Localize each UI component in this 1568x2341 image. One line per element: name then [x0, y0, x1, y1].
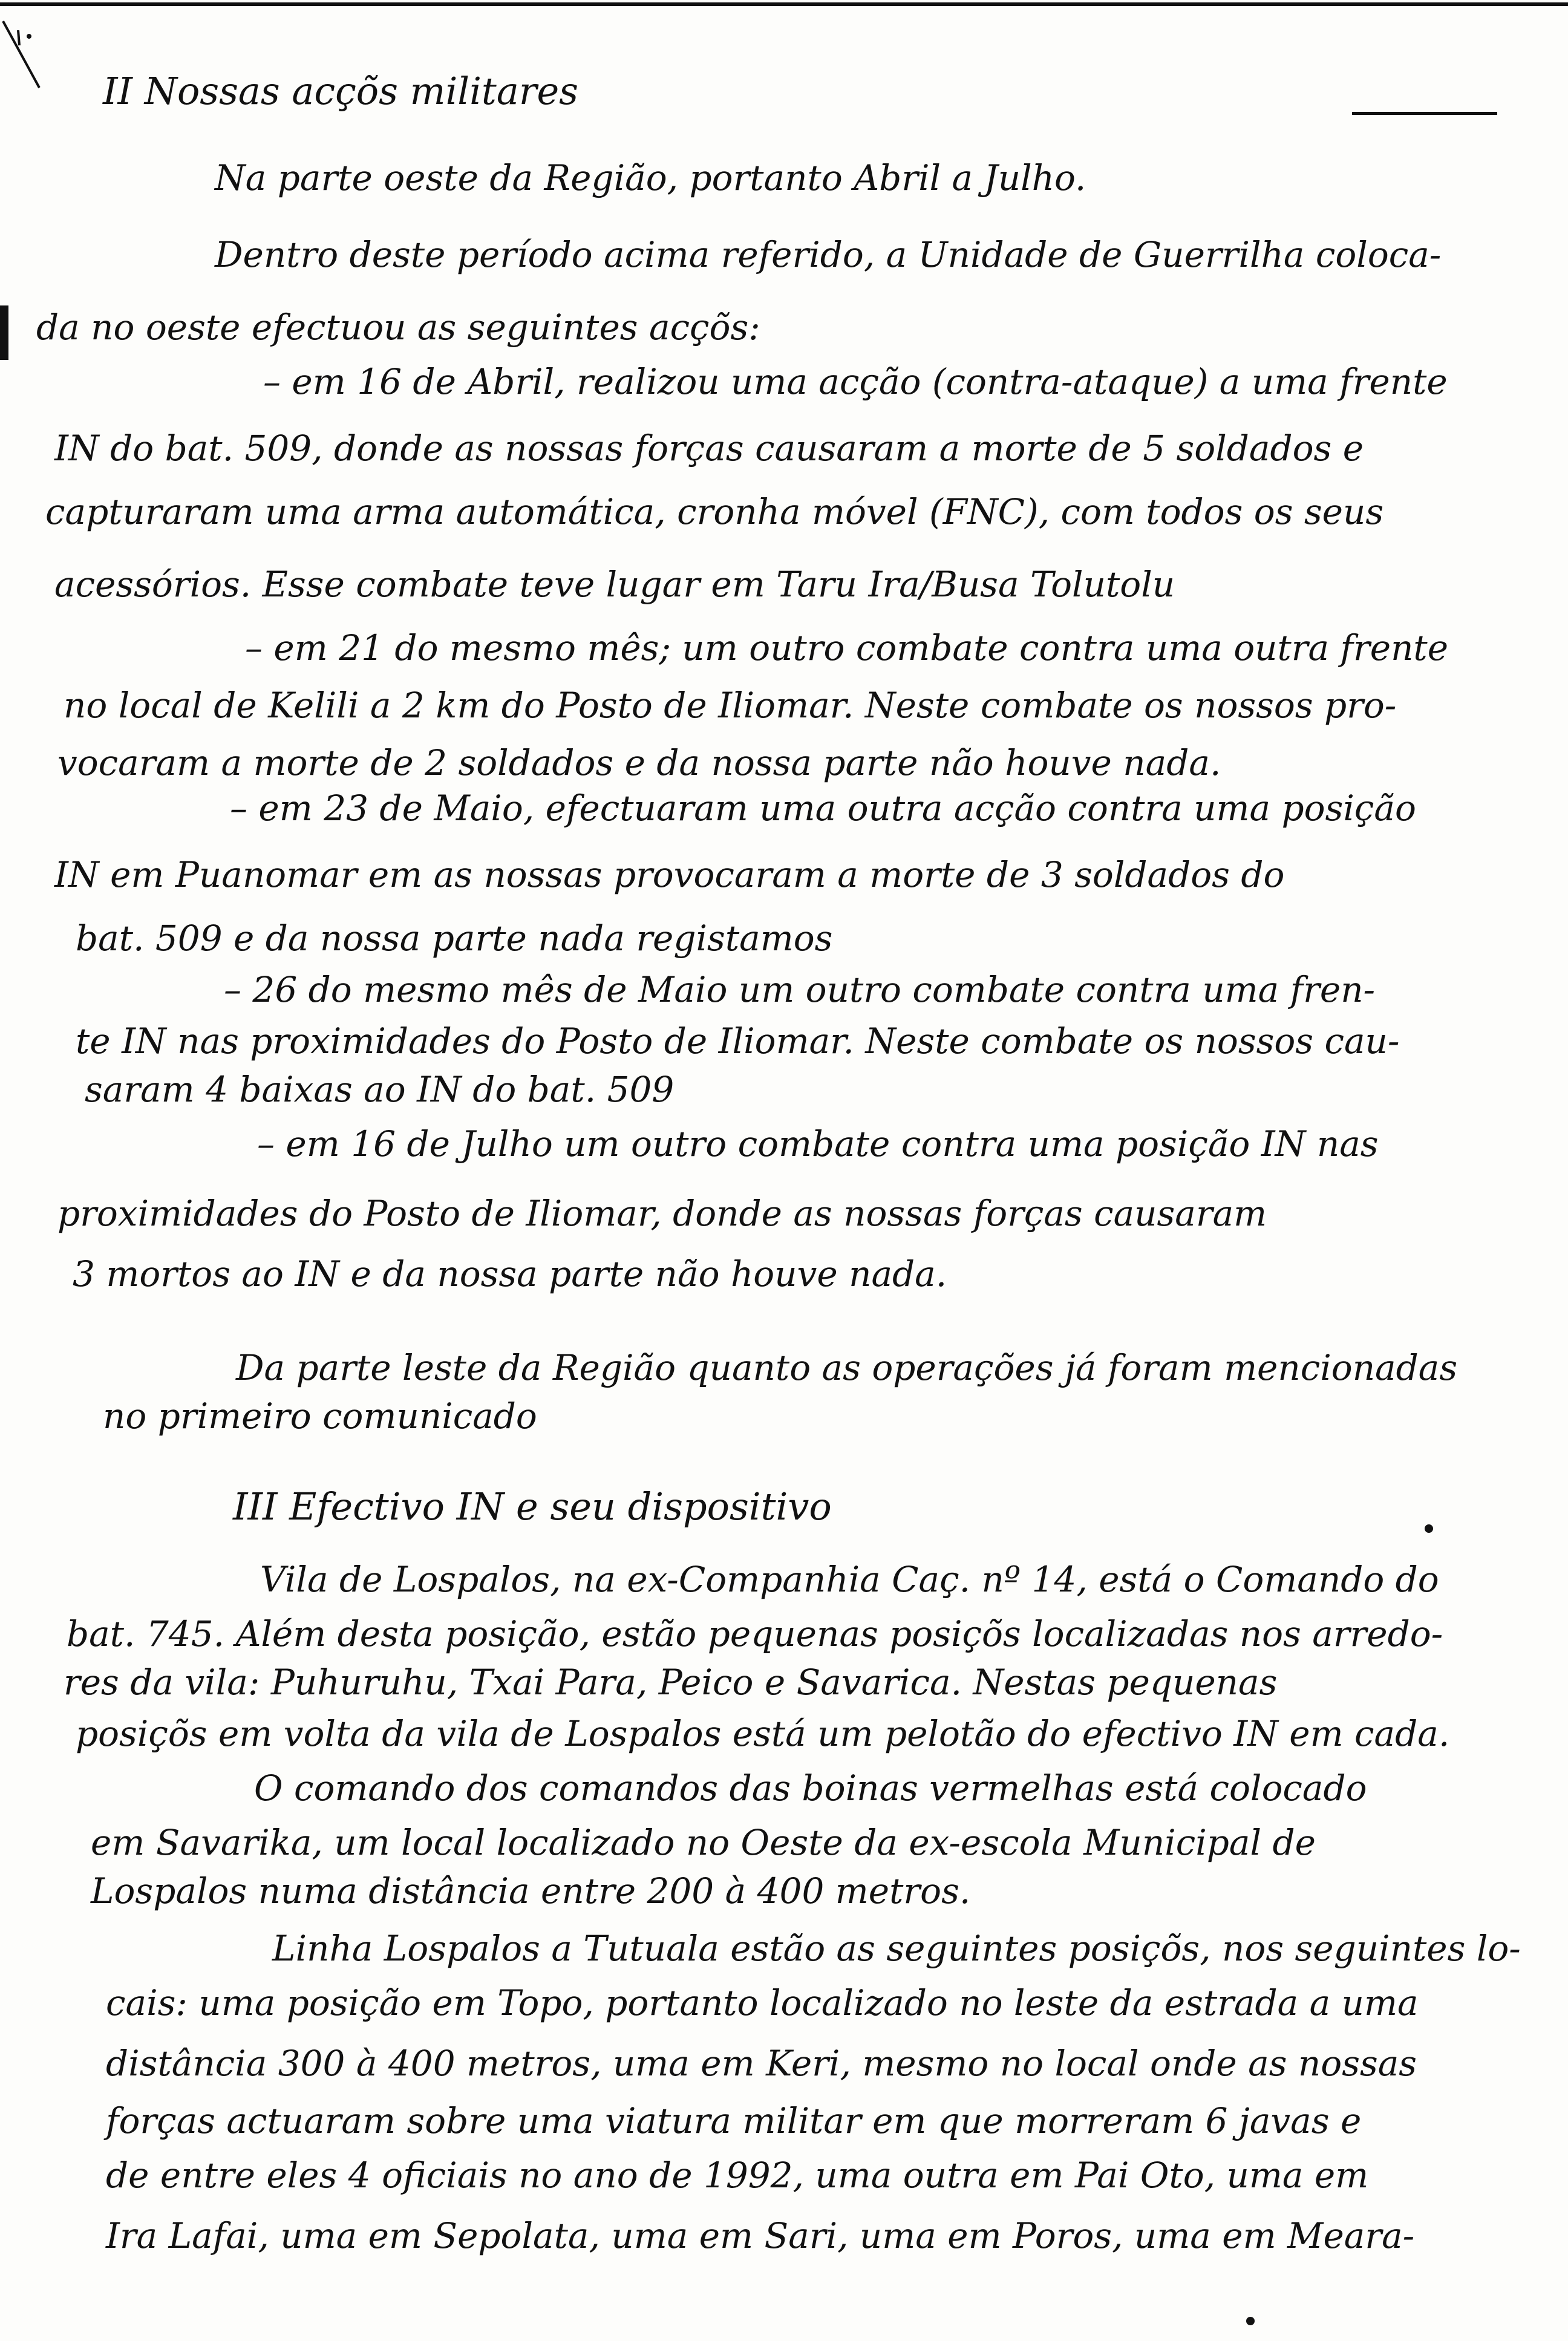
ink-speck: [1246, 2317, 1255, 2325]
text-line: capturaram uma arma automática, cronha móvel (FNC), com todos os seus: [45, 491, 1384, 532]
text-line: – em 23 de Maio, efectuaram uma outra acção contra uma posição: [230, 788, 1416, 829]
text-line: IN do bat. 509, donde as nossas forças causaram a morte de 5 soldados e: [54, 428, 1364, 469]
text-line: Linha Lospalos a Tutuala estão as seguintes posiçõs, nos seguintes lo-: [272, 1928, 1521, 1969]
text-line: – em 21 do mesmo mês; um outro combate contra uma outra frente: [245, 627, 1449, 668]
text-line: – 26 do mesmo mês de Maio um outro combate contra uma fren-: [224, 969, 1376, 1010]
text-line: Ira Lafai, uma em Sepolata, uma em Sari, uma em Poros, uma em Meara-: [106, 2215, 1415, 2256]
text-line: no primeiro comunicado: [103, 1396, 537, 1437]
text-line: te IN nas proximidades do Posto de Iliomar. Neste combate os nossos cau-: [76, 1020, 1400, 1062]
section-heading: II Nossas acçõs militares: [103, 69, 578, 113]
text-line: acessórios. Esse combate teve lugar em Taru Ira/Busa Tolutolu: [54, 564, 1175, 605]
text-line: Vila de Lospalos, na ex-Companhia Caç. nº 14, está o Comando do: [260, 1559, 1439, 1600]
ink-speck: [1425, 1524, 1433, 1533]
text-line: bat. 509 e da nossa parte nada registamos: [76, 918, 833, 959]
section-subheading: Na parte oeste da Região, portanto Abril a Julho.: [215, 157, 1086, 198]
text-line: forças actuaram sobre uma viatura militar em que morreram 6 javas e: [106, 2100, 1362, 2141]
text-line: 3 mortos ao IN e da nossa parte não houve nada.: [73, 1253, 947, 1295]
text-line: – em 16 de Julho um outro combate contra uma posição IN nas: [257, 1123, 1379, 1164]
section-heading: III Efectivo IN e seu dispositivo: [233, 1484, 832, 1529]
text-line: cais: uma posição em Topo, portanto localizado no leste da estrada a uma: [106, 1982, 1419, 2023]
text-line: IN em Puanomar em as nossas provocaram a morte de 3 soldados do: [54, 854, 1285, 895]
text-line: distância 300 à 400 metros, uma em Keri, mesmo no local onde as nossas: [106, 2043, 1417, 2084]
text-line: Da parte leste da Região quanto as operações já foram mencionadas: [236, 1347, 1458, 1388]
folded-corner-mark: [0, 18, 42, 91]
top-border-line: [0, 2, 1568, 6]
text-line: no local de Kelili a 2 km do Posto de Iliomar. Neste combate os nossos pro-: [64, 685, 1397, 726]
text-line: saram 4 baixas ao IN do bat. 509: [85, 1069, 675, 1110]
text-line: posiçõs em volta da vila de Lospalos está um pelotão do efectivo IN em cada.: [76, 1713, 1450, 1754]
margin-dash-mark: [1352, 112, 1497, 115]
text-line: de entre eles 4 oficiais no ano de 1992, uma outra em Pai Oto, uma em: [106, 2155, 1369, 2196]
text-line: res da vila: Puhuruhu, Txai Para, Peico e Savarica. Nestas pequenas: [64, 1662, 1278, 1703]
text-line: em Savarika, um local localizado no Oeste da ex-escola Municipal de: [91, 1822, 1316, 1863]
text-line: bat. 745. Além desta posição, estão pequenas posiçõs localizadas nos arredo-: [67, 1613, 1443, 1654]
text-line: proximidades do Posto de Iliomar, donde as nossas forças causaram: [57, 1193, 1267, 1234]
text-line: – em 16 de Abril, realizou uma acção (contra-ataque) a uma frente: [263, 361, 1448, 402]
text-line: O comando dos comandos das boinas vermelhas está colocado: [254, 1768, 1367, 1809]
text-line: Lospalos numa distância entre 200 à 400 metros.: [91, 1870, 971, 1912]
text-line: da no oeste efectuou as seguintes acçõs:: [36, 307, 760, 348]
left-edge-mark: [0, 305, 8, 360]
text-line: Dentro deste período acima referido, a Unidade de Guerrilha coloca-: [215, 234, 1442, 275]
text-line: vocaram a morte de 2 soldados e da nossa parte não houve nada.: [57, 742, 1221, 783]
